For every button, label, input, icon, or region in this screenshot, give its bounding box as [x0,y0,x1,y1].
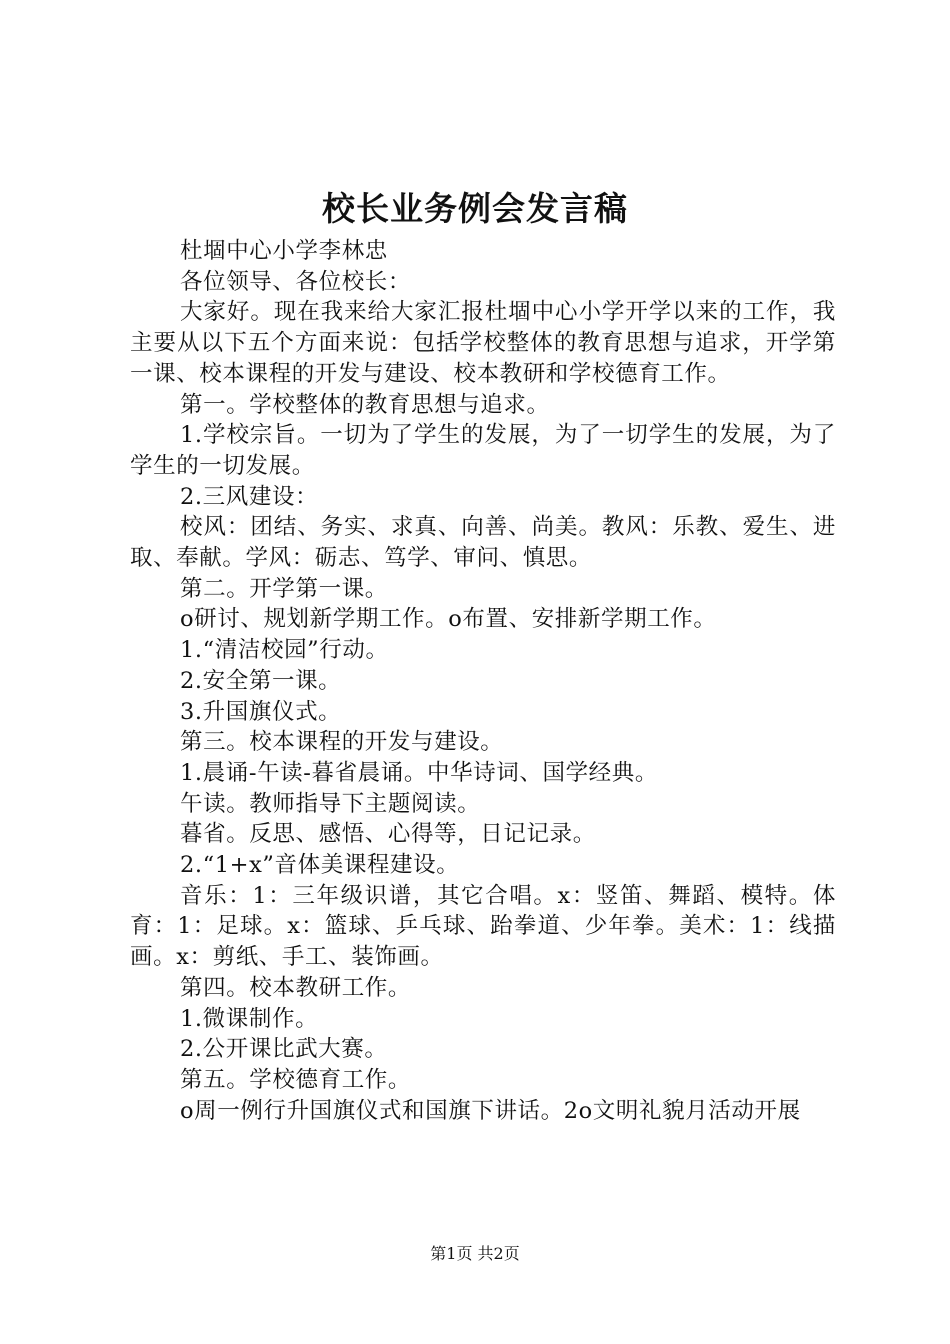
paragraph: o研讨、规划新学期工作。o布置、安排新学期工作。 [180,606,717,633]
document-title: 校长业务例会发言稿 [322,189,628,228]
document-body [130,236,836,1126]
page-footer: 第1页 共2页 [430,1244,520,1263]
paragraph: 1.学校宗旨。一切为了学生的发展，为了一切学生的发展，为了学生的一切发展。 [130,422,836,479]
paragraph: 1.晨诵-午读-暮省晨诵。中华诗词、国学经典。 [180,759,658,786]
paragraph: 3.升国旗仪式。 [180,698,342,725]
paragraph: 午读。教师指导下主题阅读。 [180,790,481,817]
paragraph: 第三。校本课程的开发与建设。 [180,729,504,756]
paragraph: 第五。学校德育工作。 [180,1066,412,1093]
paragraph: 1.微课制作。 [180,1005,319,1032]
paragraph: 2.安全第一课。 [180,667,342,694]
paragraph: 第四。校本教研工作。 [180,974,412,1001]
paragraph: 1.“清洁校园”行动。 [180,637,389,664]
paragraph: 大家好。现在我来给大家汇报杜堌中心小学开学以来的工作，我主要从以下五个方面来说：包括学校整体的教育思想与追求，开学第一课、校本课程的开发与建设、校本教研和学校德育工作。 [130,299,836,387]
paragraph: 2.公开课比武大赛。 [180,1036,388,1063]
paragraph: 2.三风建设： [180,483,319,510]
paragraph: o周一例行升国旗仪式和国旗下讲话。2o文明礼貌月活动开展 [180,1097,801,1124]
paragraph: 校风：团结、务实、求真、向善、尚美。教风：乐教、爱生、进取、奉献。学风：砺志、笃学、审问、慎思。 [130,514,836,572]
paragraph: 各位领导、各位校长： [180,268,412,295]
paragraph: 暮省。反思、感悟、心得等，日记记录。 [180,821,596,848]
paragraph: 第一。学校整体的教育思想与追求。 [180,391,550,418]
paragraph: 杜堌中心小学李林忠 [180,238,388,264]
paragraph: 音乐：1：三年级识谱，其它合唱。x：竖笛、舞蹈、模特。体育：1：足球。x：篮球、乒乓球、跆拳道、少年拳。美术：1：线描画。x：剪纸、手工、装饰画。 [130,882,836,971]
paragraph: 第二。开学第一课。 [180,575,388,602]
paragraph: 2.“1+x”音体美课程建设。 [180,852,460,879]
